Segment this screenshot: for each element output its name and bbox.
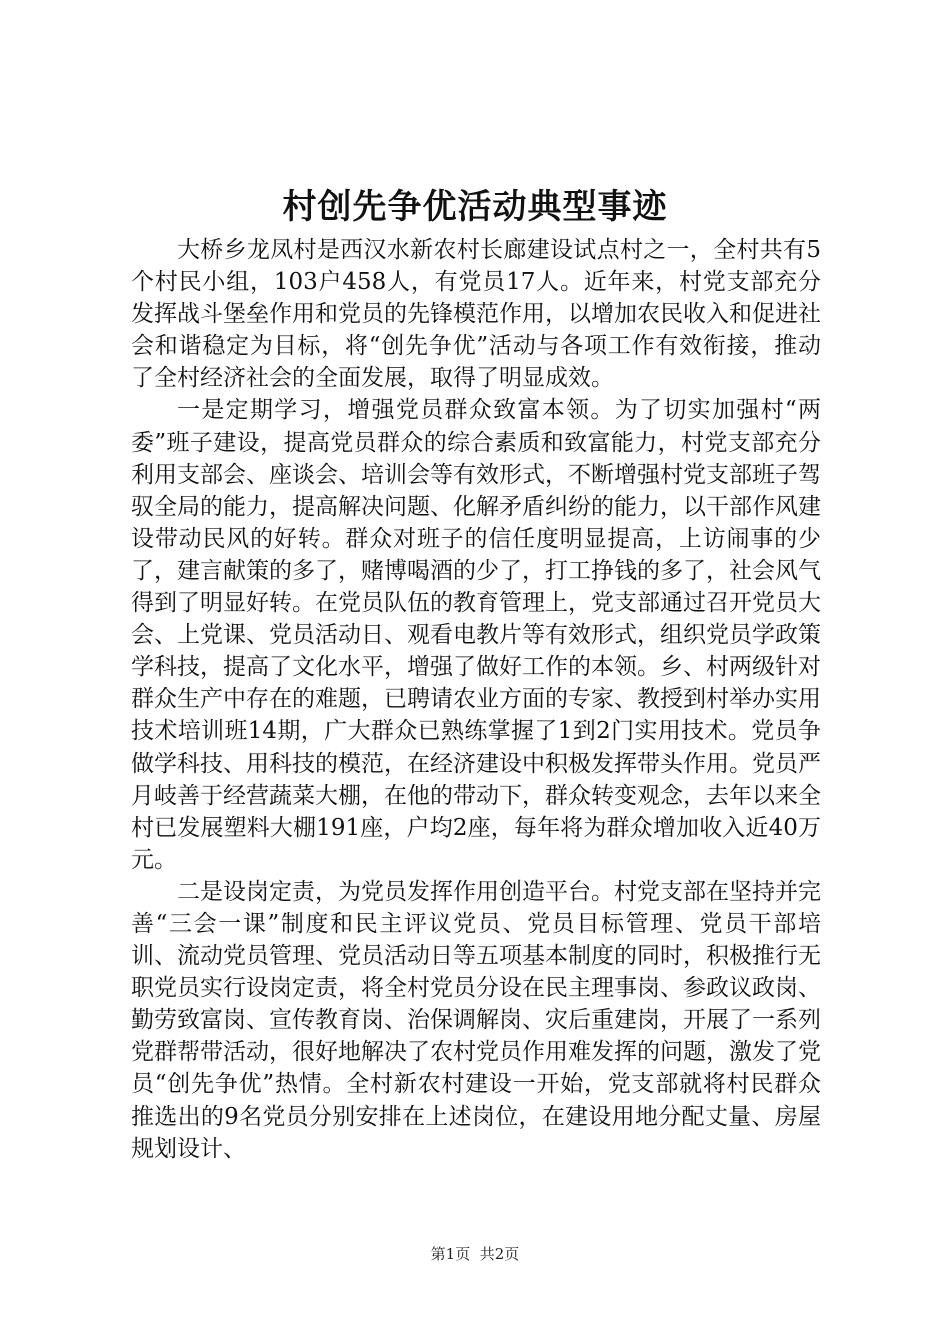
document-title: 村创先争优活动典型事迹 [282,187,668,227]
paragraph-intro: 大桥乡龙凤村是西汉水新农村长廊建设试点村之一，全村共有5个村民小组，103户458人，有党员17人。近年来，村党支部充分发挥战斗堡垒作用和党员的先锋模范作用，以增加农民收入和促进社会和谐稳定为目标，将“创先争优”活动与各项工作有效衔接，推动了全村经济社会的全面发展，取得了明显成效。 [131,237,821,392]
page-number-current: 第1页 [430,1245,471,1263]
document-body [131,234,821,1165]
paragraph-post-setting: 二是设岗定责，为党员发挥作用创造平台。村党支部在坚持并完善“三会一课”制度和民主评议党员、党员目标管理、党员干部培训、流动党员管理、党员活动日等五项基本制度的同时，积极推行无职党员实行设岗定责，将全村党员分设在民主理事岗、参政议政岗、勤劳致富岗、宣传教育岗、治保调解岗、灾后重建岗，开展了一系列党群帮带活动，很好地解决了农村党员作用难发挥的问题，激发了党员“创先争优”热情。全村新农村建设一开始，党支部就将村民群众推选出的9名党员分别安排在上述岗位，在建设用地分配丈量、房屋规划设计、 [131,878,821,1162]
page-footer [0,1244,950,1264]
paragraph-regular-study: 一是定期学习，增强党员群众致富本领。为了切实加强村“两委”班子建设，提高党员群众的综合素质和致富能力，村党支部充分利用支部会、座谈会、培训会等有效形式，不断增强村党支部班子驾驭全局的能力，提高解决问题、化解矛盾纠纷的能力，以干部作风建设带动民风的好转。群众对班子的信任度明显提高，上访闹事的少了，建言献策的多了，赌博喝酒的少了，打工挣钱的多了，社会风气得到了明显好转。在党员队伍的教育管理上，党支部通过召开党员大会、上党课、党员活动日、观看电教片等有效形式，组织党员学政策学科技，提高了文化水平，增强了做好工作的本领。乡、村两级针对群众生产中存在的难题，已聘请农业方面的专家、教授到村举办实用技术培训班14期，广大群众已熟练掌握了1到2门实用技术。党员争做学科技、用科技的模范，在经济建设中积极发挥带头作用。党员严月岐善于经营蔬菜大棚，在他的带动下，群众转变观念，去年以来全村已发展塑料大棚191座，户均2座，每年将为群众增加收入近40万元。 [131,397,821,873]
footer-separator [470,1245,480,1263]
page-number-total: 共2页 [479,1245,520,1263]
